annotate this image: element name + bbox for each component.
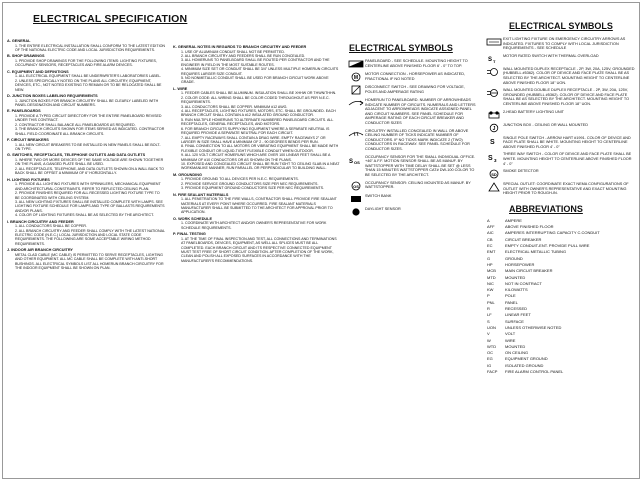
abbreviation-value: NOT IN CONTRACT xyxy=(505,280,542,286)
symbol-description: SINGLE POLE SWITCH - ARROW HART #1991. COLOR OF DEVICE AND FACE PLATE SHALL BE WHITE. MOUNTING HEIGHT TO CENTERLINE ABOVE FINISHED FLOOR 4' - 0" xyxy=(503,135,631,149)
battery-icon xyxy=(485,110,503,120)
abbreviation-value: VOLT xyxy=(505,331,516,337)
svg-text:T: T xyxy=(493,59,496,65)
spec-section-heading: F. CIRCUIT BREAKERS xyxy=(7,138,49,143)
spec-item: 2. ALL BRANCH CIRCUITRY AND FEEDERS SHALL BE RUN CONCEALED. xyxy=(181,54,306,58)
spec-item: 2. COLOR CODE: ALL WIRING SHALL BE COLOR CODED THROUGHOUT AS PER N.E.C. REQUIREMENTS. xyxy=(181,95,330,105)
abbreviation-row xyxy=(487,369,635,375)
abbreviation-value: EQUIPMENT GROUND xyxy=(505,356,548,362)
duplex-icon xyxy=(485,67,503,77)
daylight-icon xyxy=(347,207,365,217)
spec-title: ELECTRICAL SPECIFICATION xyxy=(33,13,188,25)
abbreviation-value: MAIN CIRCUIT BREAKER xyxy=(505,268,553,274)
special-icon xyxy=(485,182,503,192)
spec-item: 1. PROVIDE GROUND TO ALL DEVICES PER N.E.C. REQUIREMENTS. xyxy=(181,177,299,182)
symbols-mid-title: ELECTRICAL SYMBOLS xyxy=(349,43,453,53)
spec-section-heading: E. PANELBOARDS xyxy=(7,109,41,114)
abbreviation-value: SURFACE xyxy=(505,318,524,324)
symbol-row xyxy=(347,72,477,82)
spec-item: 2. UNLESS SPECIFICALLY NOTED ON THE PLANS ALL CIRCUITRY, EQUIPMENT, DEVICES, ETC., NOT NOTED EXISTING TO REMAIN OR TO BE RELOCATED SHALL BE NEW. xyxy=(15,78,162,92)
symbol-description: MOTOR CONNECTION - HORSEPOWER AS INDICATED, FRACTIONAL IF NO NOTED xyxy=(365,72,466,81)
abbreviation-key: A xyxy=(487,217,490,223)
spec-item: 10. EXPOSED AND CONCEALED CIRCUIT SHALL BE RUN TIGHT TO CEILING SLAB IN A NEAT WORKMANLIKE MANNER, RUN PARALLEL OR PERPENDICULAR TO BUILDING WALL. xyxy=(181,161,340,171)
symbol-description: JUNCTION BOX - CEILING OR WALL MOUNTED xyxy=(503,122,588,127)
abbreviation-value: AMPERES INTERRUPTING CAPACITY C.CONDUIT xyxy=(505,230,600,236)
spec-section xyxy=(7,138,165,151)
spec-section xyxy=(173,193,341,215)
spec-section xyxy=(173,232,341,263)
symbol-description: WALL MOUNTED DUPLEX RECEPTACLE - 2P, 3W, 20A, 125V, GROUNDED (HUBBELL #5362). COLOR OF DEVICE AND FACE PLATE SHALL BE AS SELECTED BY THE ARCHITECT. MOUNTING HEIGHT TO CENTERLINE ABOVE FINISHED FLOOR 18" UON. xyxy=(503,66,635,85)
spec-section-heading: H. LIGHTING FIXTURES xyxy=(7,177,50,182)
abbreviation-value: UNLESS OTHERWISE NOTED xyxy=(505,324,562,330)
abbreviation-value: WIRE xyxy=(505,337,516,343)
spec-section-heading: N. FIRE SEALANT MATERIALS xyxy=(173,192,229,197)
s3-icon xyxy=(485,152,503,162)
abbreviation-value: ISOLATED GROUND xyxy=(505,362,544,368)
spec-column-mid xyxy=(173,43,341,263)
os-icon xyxy=(347,155,365,165)
svg-text:S: S xyxy=(488,155,493,163)
abbreviation-key: MTD xyxy=(487,274,496,280)
abbreviation-value: POLE xyxy=(505,293,516,299)
spec-item: 2. PROVIDE SERVICE GROUND CONDUCTORS SIZE PER NEC REQUIREMENTS. xyxy=(181,181,319,186)
symbols-mid-list xyxy=(347,59,477,217)
abbreviation-key: EC xyxy=(487,243,493,249)
abbreviation-key: MCB xyxy=(487,268,496,274)
spec-section-heading: K. GENERAL NOTES IN REGARDS TO BRANCH CIRCUITRY AND FEEDER xyxy=(173,45,307,49)
spec-section xyxy=(7,54,165,67)
spec-item: METAL CLAD CABLE (MC CABLE) IS PERMITTED TO SERVE RECEPTACLES, LIGHTING AND OTHER EQUIPMENT. ALL MC CABLE SHALL BE COMPLETE WITH ANTI-SHORT BUSHINGS. ALL ELECTRICAL SYMBOLS LIST ALL HOMERUN BRANCH CIRCUITRY FOR THE INDOOR EQUIPMENT SHALL BE SHOWN ON PLAN. xyxy=(15,252,164,270)
spec-item: 1. PROVIDE A TYPED CIRCUIT DIRECTORY FOR THE ENTIRE PANELBOARD REVISED UNDER THIS CONTRACT. xyxy=(15,114,162,123)
symbol-description: HOMERUN TO PANELBOARD. NUMBER OF ARROWHEADS INDICATE NUMBER OF CIRCUITS. NUMERALS AND LETTERS ADJACENT TO ARROWHEADS INDICATE ASSIGNED PANEL AND CIRCUIT NUMBERS. SEE PANEL SCHEDULE FOR AMPERAGE RATING OF EACH CIRCUIT BREAKER AND CONDUCTOR SIZES xyxy=(365,98,476,125)
spec-item: 1. ALL NEW CIRCUIT BREAKERS TO BE INSTALLED IN NEW PANELS SHALL BE BOLT-ON TYPE. xyxy=(15,142,161,152)
abbreviations-title: ABBREVIATIONS xyxy=(509,203,583,214)
spec-section xyxy=(173,45,341,85)
symbol-row xyxy=(485,169,635,179)
symbol-description: SPECIAL OUTLET: COORDINATE EXACT NEMA CONFIGURATIONS OF OUTLET WITH OWNER'S REPRESENTATIVE AND EXACT MOUNTING HEIGHT PRIOR TO ROUGH-IN. xyxy=(503,182,629,196)
spec-item: 1. PROVIDE SHOP DRAWINGS FOR THE FOLLOWING ITEMS: LIGHTING FIXTURES, OCCUPANCY SENSORS, RECEPTACLES AND FIRE ALARM DEVICES. xyxy=(15,59,157,68)
spec-item: 1. AT THE TIME OF FINAL INSPECTION AND TEST, ALL CONNECTIONS AND TERMINATIONS AT PANELBOARDS, DEVICES, EQUIPMENT, AS WELL ALL SPLICES MUST BE ALL COMPLETED. EACH BRANCH CIRCUIT AND ITS RESPECTIVE CONNECTED EQUIPMENT MUST TEST FREE OF SHORT CIRCUIT CONDITION. AFTER COMPLETION OF THE WORK, CLEAN AND POLISH ALL EXPOSED SURFACES IN ACCORDANCE WITH THE MANUFACTURER'S RECOMMENDATIONS. xyxy=(181,236,337,263)
svg-text:S: S xyxy=(488,57,493,64)
smoke-icon xyxy=(485,169,503,179)
abbreviation-value: GROUND xyxy=(505,255,523,261)
spec-item: 1. THE ENTIRE ELECTRICAL INSTALLATION SHALL CONFORM TO THE LATEST EDITION OF THE NATIONAL ELECTRIC CODE AND LOCAL JURISDICTION REQUIREMENTS. xyxy=(15,43,165,52)
spec-item: 1. JUNCTION BOXES FOR BRANCH CIRCUITRY SHALL BE CLEARLY LABELED WITH PANEL DESIGNATION AND CIRCUIT NUMBERS. xyxy=(15,98,159,108)
svg-text:J: J xyxy=(492,125,496,132)
drawing-sheet xyxy=(2,2,640,479)
abbreviation-value: RECESSED xyxy=(505,306,528,312)
spec-section xyxy=(7,70,165,92)
abbreviation-key: AFF xyxy=(487,224,495,230)
abbreviation-value: PANEL xyxy=(505,299,518,305)
spec-item: 2. ALL BRANCH CIRCUITRY AND FEEDER SHALL COMPLY WITH THE LATEST NATIONAL ELECTRIC CODE (N.E.C.) LOCAL JURISDICTION AND LOCAL STATE CODE REQUIREMENTS. THE FOLLOWING ARE SOME ACCEPTABLE WIRING METHOD REQUIREMENTS. xyxy=(15,228,165,246)
abbreviation-value: CIRCUIT BREAKER xyxy=(505,236,542,242)
symbol-row xyxy=(485,152,635,166)
symbol-row xyxy=(485,54,635,64)
spec-section-heading: G. SWITCHES, RECEPTACLES, TELEPHONE OUTLETS AND DATA OUTLETS xyxy=(7,153,146,158)
spec-item: 3. ALL NEW LIGHTING FIXTURES SHALL BE INSTALLED COMPLETE WITH LAMPS. SEE LIGHTING FIXTURE SCHEDULE FOR LAMPS AND TYPE OF BALLASTS REQUIREMENTS AND/OR PLANS. xyxy=(15,199,165,213)
abbreviation-value: ON CEILING xyxy=(505,350,529,356)
ceilsensor-icon xyxy=(347,181,365,191)
symbol-description: THREE WAY SWITCH - COLOR OF DEVICE AND FACE PLATE SHALL BE WHITE. MOUNTING HEIGHT TO CENTERLINE ABOVE FINISHED FLOOR 4' - 0" xyxy=(503,152,632,166)
symbol-description: OCCUPANCY SENSOR: CEILING MOUNTED AS MANUF. BY WATTSTOPPER. xyxy=(365,180,471,190)
abbreviation-key: EMT xyxy=(487,249,496,255)
symbol-description: OCCUPANCY SENSOR FOR THE SMALL INDIVIDUAL OFFICE. +46" A.F.F. MOTION SENSOR SHALL BE AS MANUF. BY WATTSTOPPER WITH TIME DELAY SHALL BE SET @ LESS THAN 15 MINUTES WATTSTOPPER CAT# DW-100 COLOR TO BE SELECTED BY THE ARCHITECT. xyxy=(365,154,476,177)
symbol-row xyxy=(347,129,477,152)
spec-section-heading: B. SHOP DRAWINGS xyxy=(7,54,45,59)
symbols-right-title: ELECTRICAL SYMBOLS xyxy=(509,21,613,31)
spec-section-heading: A. GENERAL xyxy=(7,39,31,43)
abbreviation-value: MOUNTED xyxy=(505,343,526,349)
abbreviations-list xyxy=(485,218,635,375)
symbol-description: DAYLIGHT SENSOR xyxy=(365,206,401,211)
abbreviation-key: NIC xyxy=(487,280,494,286)
spec-item: 4. COLOR OF LIGHTING FIXTURES SHALL BE AS SELECTED BY THE ARCHITECT. xyxy=(15,213,154,218)
spec-item: 5. NO NONMETALLIC CONDUIT SHALL BE USED FOR BRANCH CIRCUIT WORK ABOVE GRADE. xyxy=(181,76,329,85)
symbol-description: DISCONNECT SWITCH - SEE DRAWING FOR VOLTAGE, POLES AND AMPERAGE RATING xyxy=(365,85,465,94)
svg-text:OS: OS xyxy=(354,159,360,165)
spec-item: 3. ALL CONDUCTORS SHALL BE COPPER. MINIMUM #12 AWG. xyxy=(181,104,288,109)
jbox-icon xyxy=(485,123,503,133)
spec-left-sections xyxy=(7,39,165,270)
abbreviation-value: LINEAR FEET xyxy=(505,312,531,318)
abbreviation-key: PNL xyxy=(487,299,495,305)
spec-item: 2. ALL RECEPTACLES, TELEPHONE, AND DATA OUTLETS SHOWN ON A WALL BACK TO BACK SHALL BE OFFSET A MINIMUM OF 6" HORIZONTALLY. xyxy=(15,166,164,176)
symbol-row xyxy=(485,88,635,106)
abbreviation-key: V xyxy=(487,331,490,337)
homerun-icon xyxy=(347,98,365,108)
spec-item: 1. PROVIDE ALL LIGHTING FIXTURES WITH SPRINKLERS, MECHANICAL EQUIPMENT AND ARCHITECTURAL CONSTRAINTS. REFER TO REFLECTED CEILING PLAN. xyxy=(15,182,161,191)
symbols-column-mid xyxy=(347,3,477,220)
abbreviation-value: KILOWATTS xyxy=(505,287,528,293)
spec-item: 3. PROVIDE EQUIPMENT GROUND CONDUCTORS SIZE PER NEC REQUIREMENTS. xyxy=(181,186,325,191)
symbol-row xyxy=(347,155,477,178)
symbol-description: CIRCUITRY INSTALLED CONCEALED IN WALL OR ABOVE CEILING NUMBER OF TICKS INDICATE NUMBER OF CONDUCTORS. IF NO TICKS MARK INDICATE 2 (TWO) CONDUCTORS IN RACEWAY. SEE PANEL SCHEDULE FOR CONDUCTOR SIZES. xyxy=(365,128,470,151)
spec-section-heading: I. BRANCH CIRCUITRY AND FEEDER xyxy=(7,219,74,224)
spec-section-heading: O. WORK SCHEDULE xyxy=(173,216,213,221)
symbols-column-right xyxy=(485,3,635,375)
spec-item: 7. ALL EMPTY RACEWAYS SHALL CONTAIN A DRAG WIRE. EMPTY RACEWAYS 2" OR LARGER IN SIZE SHALL HAVE A MINIMUM OF 2 - 90 DEGREES BENDS PER RUN. xyxy=(181,135,326,144)
symbol-row xyxy=(347,207,477,217)
spec-item: 1. COORDINATE WITH ARCHITECT AND/OR OWNER'S REPRESENTATIVE FOR WORK SCHEDULE REQUIREMENTS. xyxy=(181,221,327,230)
spec-item: 1. ALL PENETRATION TO THE FIRE WALLS, CONTRACTOR SHALL PROVIDE FIRE SEALANT MATERIALS AT EVERY POINT WHERE OCCURRED. FIRE SEALANT MATERIALS MANUFACTURER SHALL BE SUBMITTED TO THE ARCHITECT FOR APPROVAL PRIOR TO APPLICATION. xyxy=(181,197,337,215)
abbreviation-value: FIRE ALARM CONTROL PANEL xyxy=(505,369,564,374)
symbol-description: SMOKE DETECTOR xyxy=(503,169,539,174)
abbreviation-key: W xyxy=(487,337,491,343)
spec-item: 2. PROVIDE FINISHES REQUIRED FOR ALL RECESSED LIGHTING FIXTURE TYPE TO BE COORDINATED WITH CEILING SYSTEM. xyxy=(15,191,160,200)
symbol-row xyxy=(485,123,635,133)
switchbank-icon xyxy=(347,194,365,204)
abbreviation-key: FACP xyxy=(487,369,498,374)
spec-section xyxy=(7,220,165,247)
symbol-row xyxy=(485,136,635,150)
spec-item: 3. ALL HOMERUNS TO PANELBOARD SHALL BE ROUTED PER CONTRACTOR AND THE ENGINEER IN FIELD IN THE MOST SUITABLE ROUTES. xyxy=(181,58,330,67)
spec-mid-sections xyxy=(173,45,341,263)
abbreviation-key: LF xyxy=(487,312,492,318)
abbreviation-key: KW xyxy=(487,287,494,293)
spec-item: 4. MINIMUM SIZE SET OR CONDUIT SHALL BE 3/4" UNLESS MULTIPLE HOMERUN CIRCUITS REQUIRES LARGER SIZE CONDUIT. xyxy=(181,67,339,76)
spec-section-heading: P. FINAL TESTING xyxy=(173,232,206,237)
symbol-description: PANELBOARD - SEE SCHEDULE. MOUNTING HEIGHT TO CENTERLINE ABOVE FINISHED FLOOR 6' - 0" TO TOP. xyxy=(365,59,468,68)
abbreviation-key: P xyxy=(487,293,490,299)
symbol-row xyxy=(347,181,477,191)
abbreviation-key: S xyxy=(487,318,490,324)
abbreviation-key: CB xyxy=(487,236,493,242)
spec-item: 9. ALL 120 VOLT CIRCUIT HOMERUNS WHICH ARE OVER 100 LINEAR FEET SHALL BE A MINIMUM OF #10 CONDUCTORS OR AS SHOWN ON THE PLANS. xyxy=(181,153,331,162)
symbol-row xyxy=(347,194,477,204)
spec-item: 8. FINAL CONNECTION TO ALL MOTORS OR VIBRATING EQUIPMENT SHALL BE MADE WITH FLEXIBLE CONDUIT OR LIQUID-TIGHT FLEXIBLE CONDUIT WHEN OUTDOOR. xyxy=(181,144,339,153)
symbol-description: WALL MOUNTED DOUBLE DUPLEX RECEPTACLE - 2P, 3W, 20A, 125V, GROUNDED (HUBBELL #5362). COLOR OF DEVICE AND FACE PLATE SHALL BE AS SELECTED BY THE ARCHITECT. MOUNTING HEIGHT TO CENTERLINE ABOVE FINISHED FLOOR 18" UON. xyxy=(503,88,630,106)
symbol-row xyxy=(347,85,477,95)
abbreviation-value: ELECTRICAL METALLIC TUBING xyxy=(505,249,567,255)
symbol-row xyxy=(485,182,635,196)
spec-item: 1. FEEDER CABLES SHALL BE ALUMINUM. INSULATION SHALL BE XHHW OR THWN/THHN. xyxy=(181,91,337,96)
svg-text:M: M xyxy=(353,75,359,81)
symbol-row xyxy=(485,67,635,85)
spec-item: 2. CONTRACTOR SHALL BALANCE ALL PANELBOARDS AS REQUIRED. xyxy=(15,122,136,127)
svg-text:OS: OS xyxy=(353,183,359,189)
abbreviation-key: HP xyxy=(487,261,493,267)
abbreviation-key: IG xyxy=(487,362,492,368)
exit-icon xyxy=(485,37,503,47)
symbol-description: 2-HEAD BATTERY LIGHTING UNIT xyxy=(503,109,564,114)
spec-item: 1. USE OF ALUMINUM CONDUIT SHALL NOT BE PERMITTED. xyxy=(181,49,285,54)
abbreviation-key: R xyxy=(487,306,490,312)
spec-section xyxy=(173,173,341,191)
spec-section xyxy=(7,39,165,52)
abbreviation-key: EG xyxy=(487,356,493,362)
spec-item: 6. FOR BRANCH CIRCUITS SUPPLYING EQUIPMENT WHERE A SEPARATE NEUTRAL IS REQUIRED PROVIDE A SEPARATE NEUTRAL FOR EACH CIRCUIT. xyxy=(181,126,330,136)
spec-item: 5. RUN MULTIPLE HOMERUNS TO ALTERNATE NUMBERED PANELBOARD CIRCUITS. ALL RECEPTACLES, GENERAL RECEPTACLES, AND MOTORS. xyxy=(181,117,334,127)
symbol-row xyxy=(347,59,477,69)
panel-icon xyxy=(347,59,365,69)
svg-text:S: S xyxy=(490,139,495,147)
motor-icon xyxy=(347,72,365,82)
circuitry-icon xyxy=(347,129,365,139)
symbols-right-list xyxy=(485,37,635,196)
spec-item: 1. WHERE TWO OR MORE DEVICES OF THE SAME VOLTAGE ARE SHOWN TOGETHER ON THE PLANS, A GANGED PLATE SHALL BE USED. xyxy=(15,158,164,167)
st-icon xyxy=(485,54,503,64)
spec-section-heading: D. JUNCTION BOXES LABELING REQUIREMENTS xyxy=(7,94,98,99)
svg-text:SD: SD xyxy=(491,172,497,178)
abbreviation-value: HORSEPOWER xyxy=(505,261,535,267)
spec-item: 1. ALL CONDUCTORS SHALL BE COPPER. xyxy=(15,224,87,229)
symbol-description: MOTOR RATED SWITCH WITH THERMAL OVERLOAD xyxy=(503,53,599,58)
spec-section-heading: C. EQUIPMENT AND DEFINITIONS xyxy=(7,69,69,74)
symbol-row xyxy=(485,37,635,51)
gfi-icon xyxy=(485,88,503,98)
spec-item: 1. ALL ELECTRICAL EQUIPMENT SHALL BE UNDERWRITER'S LABORATORIES LABEL. xyxy=(15,74,162,79)
spec-section-heading: M. GROUNDING xyxy=(173,172,202,177)
abbreviation-value: EMPTY CONDUIT-ENT. PROVIDE PULL WIRE xyxy=(505,243,590,249)
abbreviation-key: G xyxy=(487,255,491,261)
spec-item: 4. ALL RECEPTACLES, LIGHTING FIXTURES, MOTORS, ETC. SHALL BE GROUNDED. EACH BRANCH CIRCUIT SHALL CONTAIN A #12 INSULATED GROUND CONDUCTOR. xyxy=(181,109,336,118)
spec-section xyxy=(7,178,165,218)
abbreviation-key: AIC xyxy=(487,230,494,236)
spec-section-heading: J. INDOOR AIR BRANCH CIRCUITRY xyxy=(7,248,73,253)
spec-section xyxy=(173,87,341,171)
s-icon xyxy=(485,136,503,146)
spec-section-heading: L. WIRE xyxy=(173,86,188,91)
abbreviation-key: OC xyxy=(487,350,493,356)
abbreviation-value: AMPERE xyxy=(505,217,522,223)
abbreviation-key: WTD xyxy=(487,343,497,349)
spec-section xyxy=(7,153,165,175)
svg-text:3: 3 xyxy=(494,158,497,164)
svg-text:S: S xyxy=(349,158,354,165)
symbol-row xyxy=(347,98,477,126)
spec-item: 3. THE BRANCH CIRCUITS SHOWN FOR ITEMS SERVED AS INDICATED. CONTRACTOR SHALL FIELD COORDINATE ALL BRANCH CIRCUITS. xyxy=(15,127,165,136)
abbreviation-value: ABOVE FINISHED FLOOR xyxy=(505,224,554,230)
disconnect-icon xyxy=(347,85,365,95)
abbreviation-value: MOUNTED xyxy=(505,274,526,280)
spec-section xyxy=(7,94,165,107)
symbol-description: EXIT LIGHTING FIXTURE ON EMERGENCY CIRCUITRY ARROWS AS INDICATED. FIXTURES TO COMPLY WITH LOCAL JURISDICTION REQUIREMENTS - SEE SCHEDULE xyxy=(503,37,626,51)
symbol-description: SWITCH BANK xyxy=(365,193,392,198)
spec-section xyxy=(7,248,165,270)
abbreviation-key: UON xyxy=(487,324,496,330)
symbol-row xyxy=(485,110,635,120)
spec-section xyxy=(7,109,165,136)
spec-section xyxy=(173,217,341,230)
